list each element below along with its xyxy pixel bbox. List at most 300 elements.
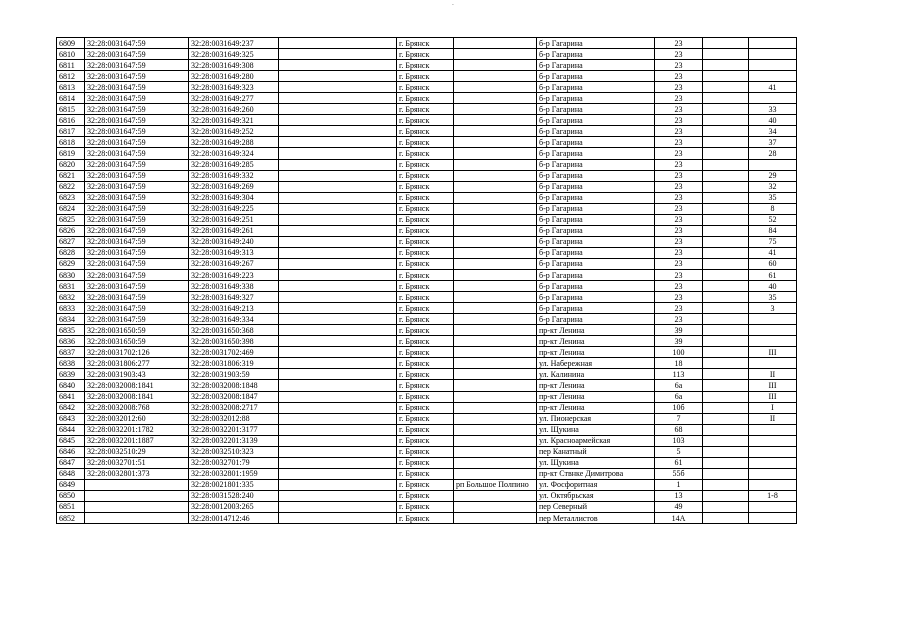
street-cell: б-р Гагарина bbox=[537, 203, 655, 214]
table-row bbox=[57, 71, 797, 82]
cadastral-number-cell: 32:28:0031649:260 bbox=[189, 104, 279, 115]
settlement-cell bbox=[454, 468, 537, 479]
empty-cell bbox=[279, 181, 397, 192]
street-cell: ул. Пионерская bbox=[537, 413, 655, 424]
house-cell: 10б bbox=[655, 402, 703, 413]
cadastral-number-cell: 32:28:0032012:88 bbox=[189, 413, 279, 424]
table-row bbox=[57, 292, 797, 303]
house-cell: 23 bbox=[655, 181, 703, 192]
empty-cell bbox=[279, 347, 397, 358]
table-row bbox=[57, 446, 797, 457]
unit-cell bbox=[749, 513, 797, 524]
empty-cell bbox=[279, 369, 397, 380]
cadastral-parent-cell: 32:28:0031647:59 bbox=[85, 258, 189, 269]
city-cell: г. Брянск bbox=[397, 369, 454, 380]
table-row bbox=[57, 115, 797, 126]
building-cell bbox=[703, 181, 749, 192]
row-number-cell: 6823 bbox=[57, 192, 85, 203]
house-cell: 23 bbox=[655, 225, 703, 236]
house-cell: 5 bbox=[655, 446, 703, 457]
building-cell bbox=[703, 214, 749, 225]
city-cell: г. Брянск bbox=[397, 159, 454, 170]
street-cell: ул. Щукина bbox=[537, 457, 655, 468]
city-cell: г. Брянск bbox=[397, 225, 454, 236]
house-cell: 23 bbox=[655, 38, 703, 49]
street-cell: ул. Фосфоритная bbox=[537, 479, 655, 490]
empty-cell bbox=[279, 336, 397, 347]
unit-cell: 35 bbox=[749, 292, 797, 303]
house-cell: 23 bbox=[655, 258, 703, 269]
building-cell bbox=[703, 402, 749, 413]
table-body bbox=[57, 38, 797, 524]
house-cell: 6а bbox=[655, 380, 703, 391]
street-cell: б-р Гагарина bbox=[537, 60, 655, 71]
city-cell: г. Брянск bbox=[397, 513, 454, 524]
row-number-cell: 6837 bbox=[57, 347, 85, 358]
city-cell: г. Брянск bbox=[397, 115, 454, 126]
street-cell: ул. Набережная bbox=[537, 358, 655, 369]
table-row bbox=[57, 203, 797, 214]
building-cell bbox=[703, 413, 749, 424]
house-cell: 23 bbox=[655, 269, 703, 280]
empty-cell bbox=[279, 391, 397, 402]
building-cell bbox=[703, 314, 749, 325]
house-cell: 23 bbox=[655, 60, 703, 71]
cadastral-parent-cell: 32:28:0031702:126 bbox=[85, 347, 189, 358]
empty-cell bbox=[279, 325, 397, 336]
unit-cell bbox=[749, 49, 797, 60]
unit-cell: 33 bbox=[749, 104, 797, 115]
building-cell bbox=[703, 258, 749, 269]
house-cell: 23 bbox=[655, 303, 703, 314]
row-number-cell: 6847 bbox=[57, 457, 85, 468]
cadastral-parent-cell: 32:28:0031647:59 bbox=[85, 115, 189, 126]
building-cell bbox=[703, 93, 749, 104]
cadastral-parent-cell: 32:28:0031806:277 bbox=[85, 358, 189, 369]
row-number-cell: 6850 bbox=[57, 490, 85, 501]
house-cell: 23 bbox=[655, 203, 703, 214]
unit-cell bbox=[749, 358, 797, 369]
cadastral-parent-cell: 32:28:0031647:59 bbox=[85, 225, 189, 236]
cadastral-parent-cell: 32:28:0031647:59 bbox=[85, 104, 189, 115]
cadastral-parent-cell: 32:28:0032008:1841 bbox=[85, 391, 189, 402]
row-number-cell: 6838 bbox=[57, 358, 85, 369]
unit-cell: 29 bbox=[749, 170, 797, 181]
settlement-cell bbox=[454, 424, 537, 435]
building-cell bbox=[703, 325, 749, 336]
cadastral-number-cell: 32:28:0031649:321 bbox=[189, 115, 279, 126]
street-cell: б-р Гагарина bbox=[537, 281, 655, 292]
unit-cell bbox=[749, 479, 797, 490]
row-number-cell: 6831 bbox=[57, 281, 85, 292]
city-cell: г. Брянск bbox=[397, 71, 454, 82]
row-number-cell: 6851 bbox=[57, 501, 85, 512]
building-cell bbox=[703, 104, 749, 115]
street-cell: ул. Красноармейская bbox=[537, 435, 655, 446]
settlement-cell bbox=[454, 236, 537, 247]
city-cell: г. Брянск bbox=[397, 203, 454, 214]
empty-cell bbox=[279, 457, 397, 468]
cadastral-number-cell: 32:28:0031649:269 bbox=[189, 181, 279, 192]
table-row bbox=[57, 281, 797, 292]
cadastral-number-cell: 32:28:0031649:225 bbox=[189, 203, 279, 214]
street-cell: пр-кт Ленина bbox=[537, 391, 655, 402]
house-cell: 100 bbox=[655, 347, 703, 358]
house-cell: 23 bbox=[655, 170, 703, 181]
empty-cell bbox=[279, 159, 397, 170]
settlement-cell bbox=[454, 358, 537, 369]
house-cell: 39 bbox=[655, 336, 703, 347]
house-cell: 49 bbox=[655, 501, 703, 512]
empty-cell bbox=[279, 148, 397, 159]
house-cell: 23 bbox=[655, 159, 703, 170]
empty-cell bbox=[279, 501, 397, 512]
cadastral-parent-cell: 32:28:0032008:1841 bbox=[85, 380, 189, 391]
row-number-cell: 6824 bbox=[57, 203, 85, 214]
house-cell: 23 bbox=[655, 292, 703, 303]
empty-cell bbox=[279, 38, 397, 49]
row-number-cell: 6815 bbox=[57, 104, 85, 115]
table-row bbox=[57, 60, 797, 71]
settlement-cell bbox=[454, 60, 537, 71]
cadastral-number-cell: 32:28:0031649:267 bbox=[189, 258, 279, 269]
street-cell: б-р Гагарина bbox=[537, 159, 655, 170]
street-cell: б-р Гагарина bbox=[537, 314, 655, 325]
table-row bbox=[57, 148, 797, 159]
empty-cell bbox=[279, 71, 397, 82]
city-cell: г. Брянск bbox=[397, 468, 454, 479]
empty-cell bbox=[279, 60, 397, 71]
row-number-cell: 6846 bbox=[57, 446, 85, 457]
empty-cell bbox=[279, 490, 397, 501]
cadastral-parent-cell: 32:28:0032510:29 bbox=[85, 446, 189, 457]
empty-cell bbox=[279, 269, 397, 280]
settlement-cell bbox=[454, 303, 537, 314]
house-cell: 18 bbox=[655, 358, 703, 369]
street-cell: б-р Гагарина bbox=[537, 181, 655, 192]
city-cell: г. Брянск bbox=[397, 457, 454, 468]
table-row bbox=[57, 468, 797, 479]
row-number-cell: 6836 bbox=[57, 336, 85, 347]
city-cell: г. Брянск bbox=[397, 49, 454, 60]
city-cell: г. Брянск bbox=[397, 269, 454, 280]
street-cell: б-р Гагарина bbox=[537, 258, 655, 269]
cadastral-parent-cell: 32:28:0031647:59 bbox=[85, 214, 189, 225]
empty-cell bbox=[279, 479, 397, 490]
city-cell: г. Брянск bbox=[397, 214, 454, 225]
table-row bbox=[57, 457, 797, 468]
table-row bbox=[57, 269, 797, 280]
settlement-cell bbox=[454, 82, 537, 93]
cadastral-parent-cell: 32:28:0031647:59 bbox=[85, 170, 189, 181]
unit-cell bbox=[749, 71, 797, 82]
settlement-cell bbox=[454, 225, 537, 236]
settlement-cell bbox=[454, 446, 537, 457]
unit-cell: 1-8 bbox=[749, 490, 797, 501]
unit-cell bbox=[749, 446, 797, 457]
cadastral-number-cell: 32:28:0032008:2717 bbox=[189, 402, 279, 413]
table-row bbox=[57, 435, 797, 446]
unit-cell: 52 bbox=[749, 214, 797, 225]
cadastral-parent-cell: 32:28:0031647:59 bbox=[85, 159, 189, 170]
street-cell: б-р Гагарина bbox=[537, 236, 655, 247]
cadastral-number-cell: 32:28:0031649:261 bbox=[189, 225, 279, 236]
house-cell: 23 bbox=[655, 82, 703, 93]
row-number-cell: 6814 bbox=[57, 93, 85, 104]
empty-cell bbox=[279, 314, 397, 325]
cadastral-parent-cell: 32:28:0031647:59 bbox=[85, 192, 189, 203]
street-cell: ул. Калинина bbox=[537, 369, 655, 380]
cadastral-number-cell: 32:28:0031650:368 bbox=[189, 325, 279, 336]
table-row bbox=[57, 82, 797, 93]
table-row bbox=[57, 358, 797, 369]
cadastral-parent-cell: 32:28:0032801:373 bbox=[85, 468, 189, 479]
unit-cell: 41 bbox=[749, 247, 797, 258]
empty-cell bbox=[279, 435, 397, 446]
house-cell: 1 bbox=[655, 479, 703, 490]
building-cell bbox=[703, 137, 749, 148]
table-row bbox=[57, 314, 797, 325]
settlement-cell bbox=[454, 126, 537, 137]
row-number-cell: 6849 bbox=[57, 479, 85, 490]
row-number-cell: 6828 bbox=[57, 247, 85, 258]
settlement-cell bbox=[454, 49, 537, 60]
cadastral-parent-cell: 32:28:0031647:59 bbox=[85, 126, 189, 137]
cadastral-parent-cell: 32:28:0032201:1782 bbox=[85, 424, 189, 435]
city-cell: г. Брянск bbox=[397, 402, 454, 413]
unit-cell: III bbox=[749, 380, 797, 391]
building-cell bbox=[703, 269, 749, 280]
row-number-cell: 6809 bbox=[57, 38, 85, 49]
cadastral-parent-cell: 32:28:0031903:43 bbox=[85, 369, 189, 380]
cadastral-number-cell: 32:28:0031649:325 bbox=[189, 49, 279, 60]
cadastral-parent-cell: 32:28:0031647:59 bbox=[85, 82, 189, 93]
unit-cell: 40 bbox=[749, 115, 797, 126]
city-cell: г. Брянск bbox=[397, 126, 454, 137]
street-cell: б-р Гагарина bbox=[537, 93, 655, 104]
empty-cell bbox=[279, 358, 397, 369]
table-row bbox=[57, 413, 797, 424]
house-cell: 13 bbox=[655, 490, 703, 501]
street-cell: ул. Октябрьская bbox=[537, 490, 655, 501]
row-number-cell: 6842 bbox=[57, 402, 85, 413]
city-cell: г. Брянск bbox=[397, 60, 454, 71]
unit-cell: 84 bbox=[749, 225, 797, 236]
cadastral-number-cell: 32:28:0031649:280 bbox=[189, 71, 279, 82]
table-row bbox=[57, 181, 797, 192]
street-cell: пер Северный bbox=[537, 501, 655, 512]
city-cell: г. Брянск bbox=[397, 93, 454, 104]
row-number-cell: 6833 bbox=[57, 303, 85, 314]
street-cell: пр-кт Ленина bbox=[537, 347, 655, 358]
building-cell bbox=[703, 303, 749, 314]
street-cell: пер Канатный bbox=[537, 446, 655, 457]
building-cell bbox=[703, 126, 749, 137]
cadastral-parent-cell: 32:28:0032201:1887 bbox=[85, 435, 189, 446]
settlement-cell bbox=[454, 314, 537, 325]
registry-table bbox=[56, 37, 797, 524]
city-cell: г. Брянск bbox=[397, 446, 454, 457]
street-cell: б-р Гагарина bbox=[537, 38, 655, 49]
building-cell bbox=[703, 60, 749, 71]
unit-cell: 75 bbox=[749, 236, 797, 247]
settlement-cell bbox=[454, 214, 537, 225]
empty-cell bbox=[279, 303, 397, 314]
table-row bbox=[57, 336, 797, 347]
city-cell: г. Брянск bbox=[397, 192, 454, 203]
city-cell: г. Брянск bbox=[397, 490, 454, 501]
empty-cell bbox=[279, 170, 397, 181]
row-number-cell: 6825 bbox=[57, 214, 85, 225]
empty-cell bbox=[279, 93, 397, 104]
house-cell: 6а bbox=[655, 391, 703, 402]
street-cell: пр-кт Ленина bbox=[537, 325, 655, 336]
street-cell: пр-кт Ленина bbox=[537, 402, 655, 413]
row-number-cell: 6834 bbox=[57, 314, 85, 325]
city-cell: г. Брянск bbox=[397, 181, 454, 192]
unit-cell: 35 bbox=[749, 192, 797, 203]
house-cell: 23 bbox=[655, 71, 703, 82]
cadastral-parent-cell: 32:28:0031647:59 bbox=[85, 247, 189, 258]
city-cell: г. Брянск bbox=[397, 82, 454, 93]
cadastral-number-cell: 32:28:0031649:240 bbox=[189, 236, 279, 247]
house-cell: 23 bbox=[655, 281, 703, 292]
table-row bbox=[57, 126, 797, 137]
cadastral-parent-cell: 32:28:0032012:60 bbox=[85, 413, 189, 424]
cadastral-number-cell: 32:28:0032801:1959 bbox=[189, 468, 279, 479]
street-cell: пер Металлистов bbox=[537, 513, 655, 524]
cadastral-parent-cell bbox=[85, 490, 189, 501]
settlement-cell bbox=[454, 435, 537, 446]
settlement-cell bbox=[454, 159, 537, 170]
table-row bbox=[57, 402, 797, 413]
row-number-cell: 6811 bbox=[57, 60, 85, 71]
unit-cell: III bbox=[749, 391, 797, 402]
unit-cell bbox=[749, 38, 797, 49]
table-row bbox=[57, 214, 797, 225]
cadastral-number-cell: 32:28:0032201:3177 bbox=[189, 424, 279, 435]
settlement-cell bbox=[454, 170, 537, 181]
table-row bbox=[57, 137, 797, 148]
cadastral-parent-cell: 32:28:0031647:59 bbox=[85, 281, 189, 292]
building-cell bbox=[703, 148, 749, 159]
cadastral-number-cell: 32:28:0032510:323 bbox=[189, 446, 279, 457]
street-cell: б-р Гагарина bbox=[537, 292, 655, 303]
building-cell bbox=[703, 490, 749, 501]
unit-cell: I bbox=[749, 402, 797, 413]
cadastral-parent-cell: 32:28:0031647:59 bbox=[85, 71, 189, 82]
table-row bbox=[57, 159, 797, 170]
settlement-cell bbox=[454, 369, 537, 380]
city-cell: г. Брянск bbox=[397, 424, 454, 435]
unit-cell: II bbox=[749, 369, 797, 380]
house-cell: 23 bbox=[655, 192, 703, 203]
street-cell: б-р Гагарина bbox=[537, 49, 655, 60]
unit-cell bbox=[749, 435, 797, 446]
settlement-cell bbox=[454, 137, 537, 148]
settlement-cell bbox=[454, 457, 537, 468]
building-cell bbox=[703, 292, 749, 303]
building-cell bbox=[703, 424, 749, 435]
row-number-cell: 6817 bbox=[57, 126, 85, 137]
house-cell: 55б bbox=[655, 468, 703, 479]
cadastral-parent-cell: 32:28:0031647:59 bbox=[85, 292, 189, 303]
unit-cell: III bbox=[749, 347, 797, 358]
empty-cell bbox=[279, 49, 397, 60]
empty-cell bbox=[279, 468, 397, 479]
building-cell bbox=[703, 49, 749, 60]
house-cell: 23 bbox=[655, 126, 703, 137]
unit-cell bbox=[749, 325, 797, 336]
unit-cell bbox=[749, 501, 797, 512]
building-cell bbox=[703, 380, 749, 391]
empty-cell bbox=[279, 402, 397, 413]
settlement-cell bbox=[454, 501, 537, 512]
cadastral-parent-cell bbox=[85, 479, 189, 490]
row-number-cell: 6835 bbox=[57, 325, 85, 336]
table-row bbox=[57, 303, 797, 314]
row-number-cell: 6819 bbox=[57, 148, 85, 159]
city-cell: г. Брянск bbox=[397, 435, 454, 446]
street-cell: б-р Гагарина bbox=[537, 115, 655, 126]
unit-cell: 3 bbox=[749, 303, 797, 314]
empty-cell bbox=[279, 115, 397, 126]
building-cell bbox=[703, 281, 749, 292]
empty-cell bbox=[279, 137, 397, 148]
settlement-cell bbox=[454, 391, 537, 402]
settlement-cell bbox=[454, 490, 537, 501]
house-cell: 23 bbox=[655, 236, 703, 247]
building-cell bbox=[703, 170, 749, 181]
cadastral-number-cell: 32:28:0031528:240 bbox=[189, 490, 279, 501]
cadastral-number-cell: 32:28:0012003:265 bbox=[189, 501, 279, 512]
building-cell bbox=[703, 71, 749, 82]
row-number-cell: 6822 bbox=[57, 181, 85, 192]
cadastral-number-cell: 32:28:0031649:327 bbox=[189, 292, 279, 303]
city-cell: г. Брянск bbox=[397, 104, 454, 115]
empty-cell bbox=[279, 380, 397, 391]
empty-cell bbox=[279, 104, 397, 115]
row-number-cell: 6852 bbox=[57, 513, 85, 524]
row-number-cell: 6840 bbox=[57, 380, 85, 391]
cadastral-parent-cell: 32:28:0031647:59 bbox=[85, 49, 189, 60]
street-cell: пр-кт Ленина bbox=[537, 380, 655, 391]
row-number-cell: 6839 bbox=[57, 369, 85, 380]
cadastral-number-cell: 32:28:0031806:319 bbox=[189, 358, 279, 369]
city-cell: г. Брянск bbox=[397, 303, 454, 314]
table-row bbox=[57, 236, 797, 247]
city-cell: г. Брянск bbox=[397, 236, 454, 247]
cadastral-parent-cell: 32:28:0032701:51 bbox=[85, 457, 189, 468]
unit-cell: II bbox=[749, 413, 797, 424]
house-cell: 23 bbox=[655, 148, 703, 159]
unit-cell bbox=[749, 159, 797, 170]
street-cell: б-р Гагарина bbox=[537, 225, 655, 236]
building-cell bbox=[703, 247, 749, 258]
cadastral-parent-cell: 32:28:0031647:59 bbox=[85, 148, 189, 159]
street-cell: б-р Гагарина bbox=[537, 170, 655, 181]
cadastral-number-cell: 32:28:0031649:285 bbox=[189, 159, 279, 170]
cadastral-parent-cell: 32:28:0032008:768 bbox=[85, 402, 189, 413]
settlement-cell: рп Большое Полпино bbox=[454, 479, 537, 490]
street-cell: б-р Гагарина bbox=[537, 82, 655, 93]
house-cell: 23 bbox=[655, 314, 703, 325]
table-row bbox=[57, 513, 797, 524]
table-row bbox=[57, 325, 797, 336]
cadastral-number-cell: 32:28:0032201:3139 bbox=[189, 435, 279, 446]
cadastral-number-cell: 32:28:0031702:469 bbox=[189, 347, 279, 358]
building-cell bbox=[703, 115, 749, 126]
